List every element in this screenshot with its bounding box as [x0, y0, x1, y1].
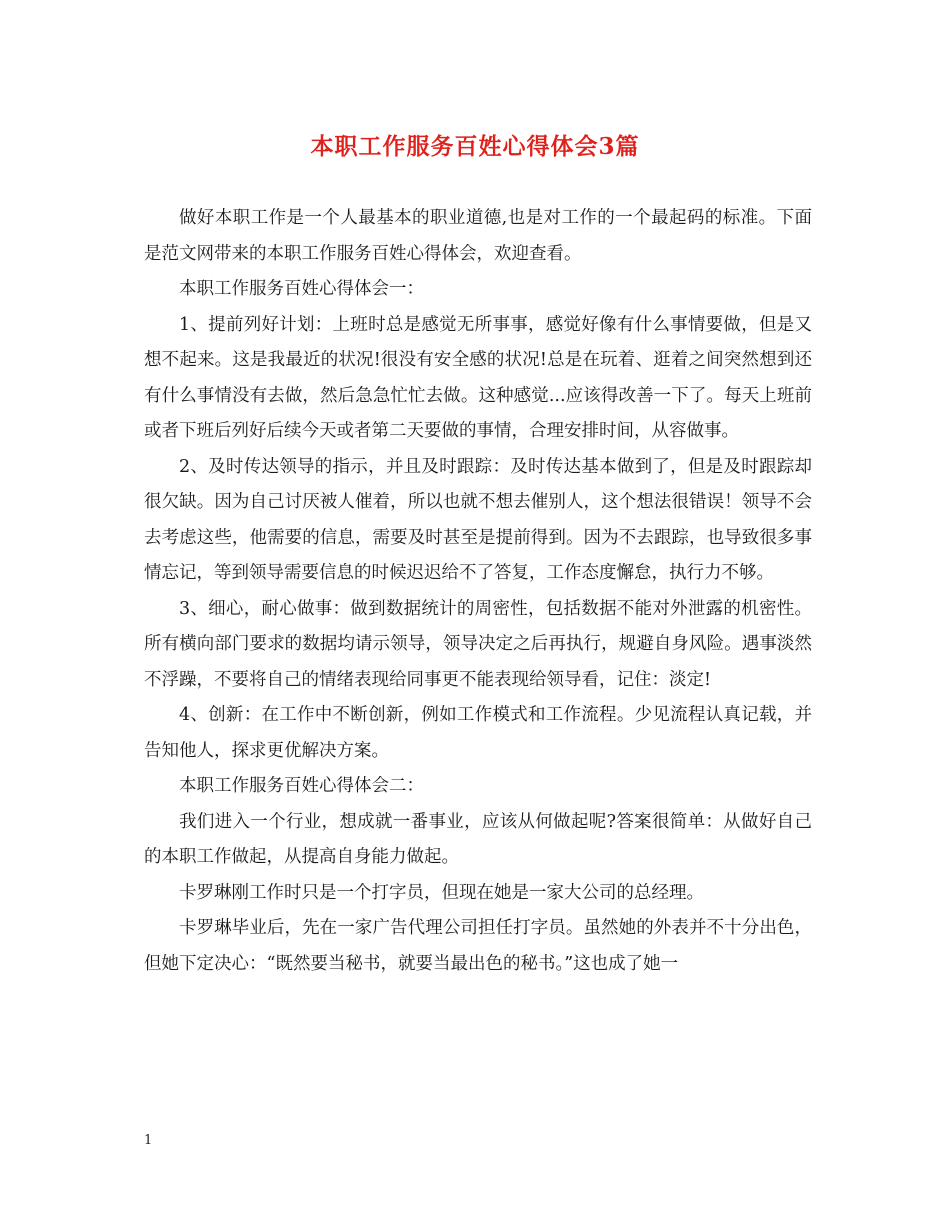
section-heading-one: 本职工作服务百姓心得体会一：: [179, 279, 424, 299]
paragraph-caroline-story: 卡罗琳毕业后，先在一家广告代理公司担任打字员。虽然她的外表并不十分出色，但她下定决心：“既然要当秘书，就要当最出色的秘书。”这也成了她一: [144, 918, 812, 974]
paragraph-careful: 3、细心，耐心做事：做到数据统计的周密性，包括数据不能对外泄露的机密性。所有横向部门要求的数据均请示领导，领导决定之后再执行，规避自身风险。遇事淡然不浮躁，不要将自己的情绪表现给同事更不能表现给领导看，记住：淡定!: [144, 598, 812, 690]
document-title: 本职工作服务百姓心得体会3篇: [310, 133, 640, 160]
paragraph-follow-up: 2、及时传达领导的指示，并且及时跟踪：及时传达基本做到了，但是及时跟踪却很欠缺。因为自己讨厌被人催着，所以也就不想去催别人，这个想法很错误！领导不会去考虑这些，他需要的信息，需要及时甚至是提前得到。因为不去跟踪，也导致很多事情忘记，等到领导需要信息的时候迟迟给不了答复，工作态度懈怠，执行力不够。: [144, 456, 812, 583]
paragraph-career-start: 我们进入一个行业，想成就一番事业，应该从何做起呢?答案很简单：从做好自己的本职工作做起，从提高自身能力做起。: [144, 811, 812, 867]
page-number: 1: [144, 1133, 153, 1148]
paragraph-caroline-intro: 卡罗琳刚工作时只是一个打字员，但现在她是一家大公司的总经理。: [179, 882, 704, 903]
paragraph-plan: 1、提前列好计划：上班时总是感觉无所事事，感觉好像有什么事情要做，但是又想不起来。这是我最近的状况!很没有安全感的状况!总是在玩着、逛着之间突然想到还有什么事情没有去做，然后急急忙忙去做。这种感觉...应该得改善一下了。每天上班前或者下班后列好后续今天或者第二天要做的事情，合理安排时间，从容做事。: [144, 314, 812, 441]
section-heading-two: 本职工作服务百姓心得体会二：: [179, 776, 424, 796]
paragraph-intro: 做好本职工作是一个人最基本的职业道德,也是对工作的一个最起码的标准。下面是范文网带来的本职工作服务百姓心得体会，欢迎查看。: [144, 208, 812, 264]
document-body: [144, 201, 812, 982]
paragraph-innovation: 4、创新：在工作中不断创新，例如工作模式和工作流程。少见流程认真记载，并告知他人，探求更优解决方案。: [144, 705, 812, 761]
